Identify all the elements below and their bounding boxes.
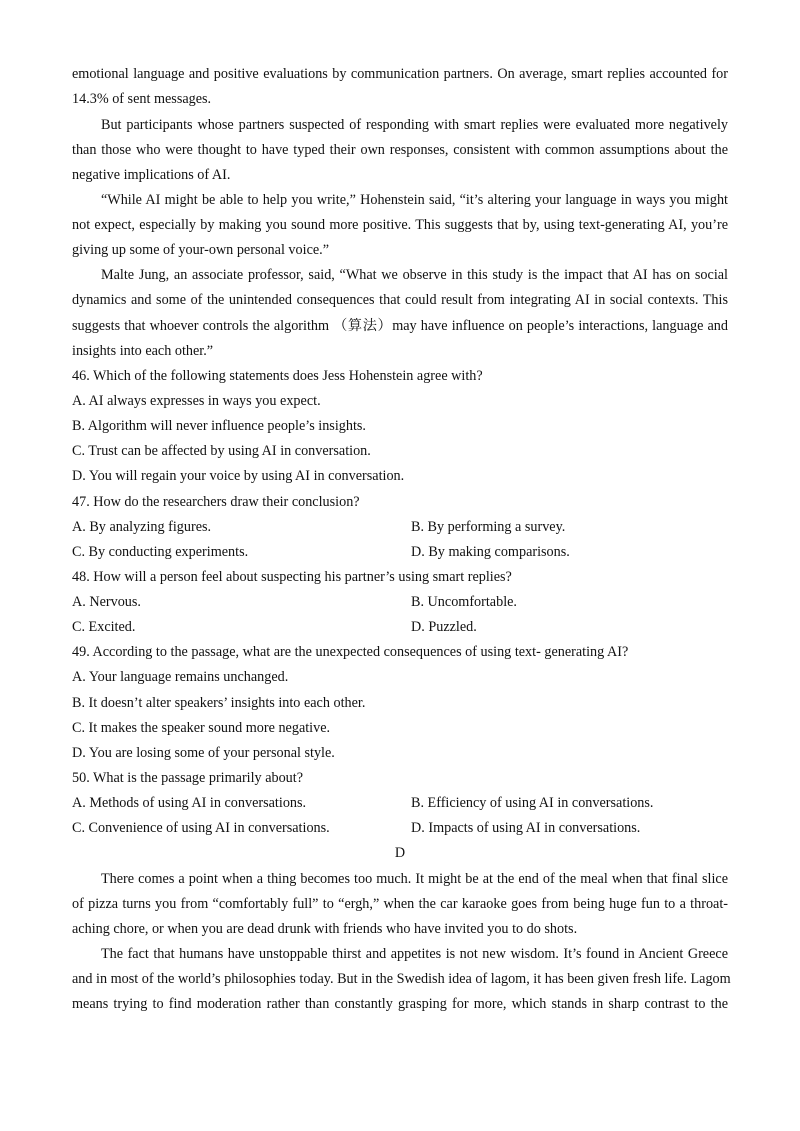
option-c[interactable]: C. It makes the speaker sound more negative. [72,720,331,736]
option-b[interactable]: B. Uncomfortable. [411,594,517,610]
question-stem: 49. According to the passage, what are the unexpected consequences of using text- generating AI? [72,644,629,660]
option-a[interactable]: A. AI always expresses in ways you expect. [72,393,321,409]
option-c[interactable]: C. Trust can be affected by using AI in conversation. [72,443,371,459]
section-heading: D [394,845,406,861]
option-d[interactable]: D. You are losing some of your personal style. [72,745,335,761]
passage-c-p1-line2: 14.3% of sent messages. [72,91,212,107]
passage-c-p1-line1: emotional language and positive evaluations by communication partners. On average, smart replies accounted for [72,66,728,82]
option-c[interactable]: C. Excited. [72,619,136,635]
passage-c-p2-line3: negative implications of AI. [72,167,231,183]
passage-c-p4-line3: suggests that whoever controls the algorithm （算法）may have influence on people’s interactions, language and [72,318,728,334]
question-stem: 48. How will a person feel about suspecting his partner’s using smart replies? [72,569,512,585]
passage-c-p4-line4: insights into each other.” [72,343,214,359]
passage-d-p1-line2: of pizza turns you from “comfortably full” to “ergh,” when the car karaoke goes from being huge fun to a throat- [72,896,728,912]
option-b[interactable]: B. Algorithm will never influence people’s insights. [72,418,366,434]
passage-c-p3-line2: not expect, especially by making you sound more positive. This suggests that by, using text-generating AI, you’re [72,217,728,233]
option-d[interactable]: D. Puzzled. [411,619,477,635]
question-stem: 47. How do the researchers draw their conclusion? [72,494,360,510]
passage-d-p1-line3: aching chore, or when you are dead drunk with friends who have invited you to do shots. [72,921,578,937]
passage-d-p2-line3: means trying to find moderation rather than constantly grasping for more, which stands in sharp contrast to the [72,996,728,1012]
passage-c-p4-line2: dynamics and some of the unintended consequences that could result from integrating AI in social contexts. This [72,292,728,308]
option-b[interactable]: B. By performing a survey. [411,519,566,535]
option-a[interactable]: A. By analyzing figures. [72,519,212,535]
option-a[interactable]: A. Nervous. [72,594,141,610]
option-d[interactable]: D. You will regain your voice by using AI in conversation. [72,468,405,484]
option-d[interactable]: D. By making comparisons. [411,544,570,560]
passage-c-p2-line1: But participants whose partners suspected of responding with smart replies were evaluated more negatively [101,117,728,133]
passage-d-p1-line1: There comes a point when a thing becomes too much. It might be at the end of the meal when that final slice [101,871,728,887]
passage-d-p2-line1: The fact that humans have unstoppable thirst and appetites is not new wisdom. It’s found in Ancient Greece [101,946,728,962]
option-b[interactable]: B. It doesn’t alter speakers’ insights into each other. [72,695,366,711]
passage-c-p3-line1: “While AI might be able to help you write,” Hohenstein said, “it’s altering your language in ways you might [101,192,728,208]
question-stem: 46. Which of the following statements does Jess Hohenstein agree with? [72,368,483,384]
passage-c-p2-line2: than those who were thought to have typed their own responses, consistent with common assumptions about the [72,142,728,158]
passage-d-p2-line2: and in most of the world’s philosophies today. But in the Swedish idea of lagom, it has been given fresh life. Lagom [72,971,731,987]
option-c[interactable]: C. By conducting experiments. [72,544,249,560]
option-a[interactable]: A. Methods of using AI in conversations. [72,795,307,811]
option-c[interactable]: C. Convenience of using AI in conversations. [72,820,330,836]
option-b[interactable]: B. Efficiency of using AI in conversations. [411,795,654,811]
question-stem: 50. What is the passage primarily about? [72,770,304,786]
option-a[interactable]: A. Your language remains unchanged. [72,669,289,685]
passage-c-p3-line3: giving up some of your-own personal voice.” [72,242,330,258]
passage-c-p4-line1: Malte Jung, an associate professor, said, “What we observe in this study is the impact that AI has on social [101,267,728,283]
option-d[interactable]: D. Impacts of using AI in conversations. [411,820,641,836]
